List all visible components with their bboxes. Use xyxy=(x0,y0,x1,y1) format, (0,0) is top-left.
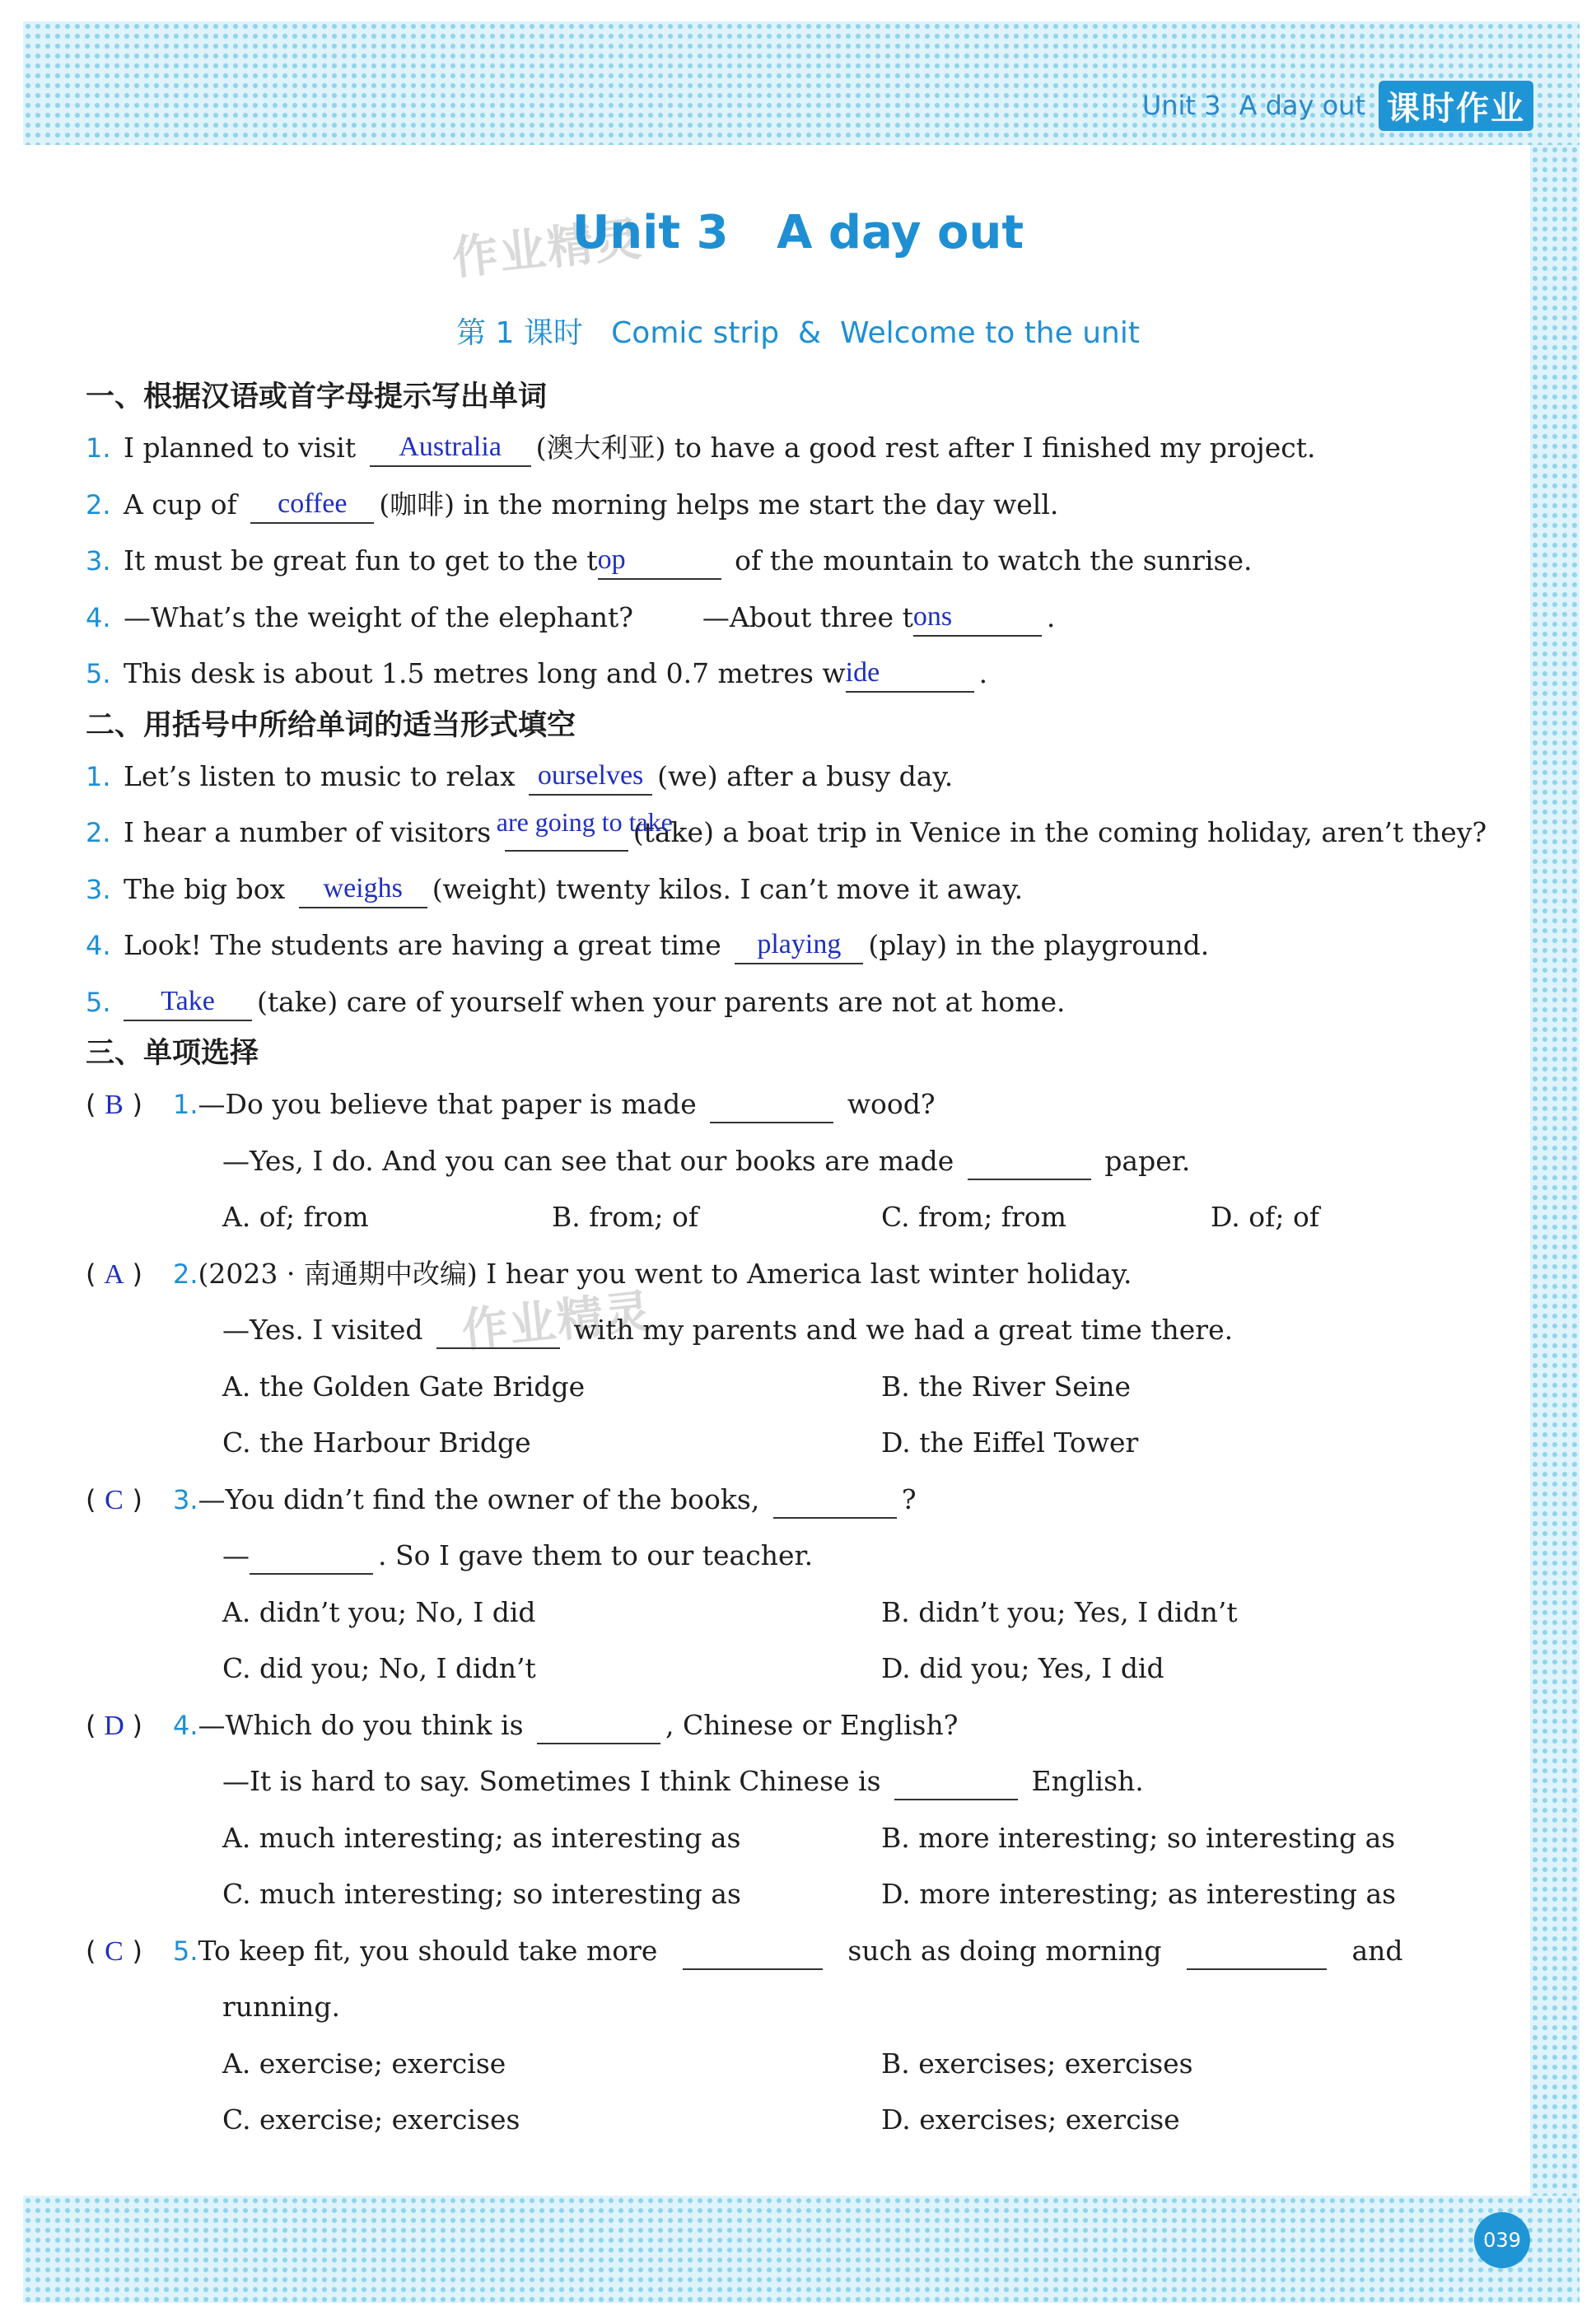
section-3-heading: 三、单项选择 xyxy=(86,1037,259,1070)
question-text: The big box xyxy=(124,872,286,905)
answer-blank[interactable] xyxy=(1187,1935,1327,1970)
question-number: 4. xyxy=(86,601,111,633)
chosen-answer: B xyxy=(105,1090,124,1120)
question-text: —You didn’t find the owner of the books, xyxy=(198,1482,760,1515)
header-topic: A day out xyxy=(1239,90,1365,121)
s1-question-2 xyxy=(86,477,1486,534)
question-text: and xyxy=(1351,1934,1403,1967)
bottom-decorative-band xyxy=(23,2196,1580,2303)
question-number: 3. xyxy=(86,545,111,577)
question-text: . xyxy=(978,657,988,689)
question-text: —Yes, I do. And you can see that our books are made xyxy=(222,1144,954,1177)
option-b[interactable]: B. the River Seine xyxy=(881,1370,1132,1403)
option-b[interactable]: B. exercises; exercises xyxy=(881,2047,1193,2080)
answer-bracket: ( D ) xyxy=(86,1697,173,1755)
answer-blank[interactable] xyxy=(436,1314,560,1349)
chosen-answer: D xyxy=(104,1710,124,1741)
option-d[interactable]: D. more interesting; as interesting as xyxy=(881,1878,1397,1910)
question-number: 3. xyxy=(173,1483,198,1515)
answer-blank[interactable] xyxy=(537,1710,660,1744)
question-text: —Yes. I visited xyxy=(222,1314,423,1346)
answer-blank[interactable] xyxy=(710,1089,833,1123)
answer-blank[interactable] xyxy=(773,1484,897,1519)
question-text: (play) in the playground. xyxy=(868,929,1210,961)
answer-blank[interactable] xyxy=(913,602,1042,637)
handwritten-answer: op xyxy=(597,544,626,575)
question-text: of the mountain to watch the sunrise. xyxy=(735,544,1253,577)
answer-bracket: ( A ) xyxy=(86,1246,173,1304)
chosen-answer: A xyxy=(104,1258,124,1290)
series-logo: 课时作业 xyxy=(1379,81,1533,131)
mc-question-4-options-row-2 xyxy=(86,1866,1486,1923)
option-b[interactable]: B. didn’t you; Yes, I didn’t xyxy=(881,1595,1238,1628)
mc-question-1-line-2 xyxy=(86,1133,1486,1190)
handwritten-answer: coffee xyxy=(278,488,348,519)
answer-blank[interactable] xyxy=(735,930,863,964)
answer-blank[interactable] xyxy=(894,1766,1018,1800)
handwritten-answer: ide xyxy=(845,657,880,688)
question-text: (we) after a busy day. xyxy=(657,759,954,792)
option-c[interactable]: C. the Harbour Bridge xyxy=(222,1426,531,1459)
question-number: 5. xyxy=(86,658,111,689)
question-text: Look! The students are having a great time xyxy=(124,929,721,961)
handwritten-answer: Australia xyxy=(399,432,502,462)
mc-question-2-options-row-2 xyxy=(86,1415,1486,1472)
question-number: 4. xyxy=(173,1709,198,1741)
watermark-2: 作业精灵 xyxy=(459,1285,656,1358)
question-text: (weight) twenty kilos. I can’t move it away. xyxy=(432,872,1024,905)
mc-question-4 xyxy=(86,1697,1486,1754)
lesson-subtitle: 第 1 课时 Comic strip & Welcome to the unit xyxy=(456,316,1140,350)
answer-bracket: ( C ) xyxy=(86,1472,173,1529)
question-text: I hear a number of visitors xyxy=(124,816,492,848)
question-text: with my parents and we had a great time there. xyxy=(573,1314,1234,1346)
s2-question-3 xyxy=(86,861,1486,918)
mc-question-2 xyxy=(86,1246,1486,1303)
option-a[interactable]: A. the Golden Gate Bridge xyxy=(222,1370,586,1403)
question-text: (take) care of yourself when your parents are not at home. xyxy=(257,985,1066,1018)
handwritten-answer: ons xyxy=(912,600,953,632)
question-text: (咖啡) in the morning helps me start the day well. xyxy=(379,488,1059,521)
answer-blank[interactable] xyxy=(299,874,427,908)
mc-question-3-line-2 xyxy=(86,1528,1486,1585)
question-text: To keep fit, you should take more xyxy=(198,1934,658,1967)
option-a[interactable]: A. exercise; exercise xyxy=(222,2047,506,2080)
answer-bracket: ( B ) xyxy=(86,1076,173,1134)
question-number: 2. xyxy=(86,817,111,848)
question-text: —Which do you think is xyxy=(198,1708,524,1741)
question-text: —It is hard to say. Sometimes I think Chinese is xyxy=(222,1765,881,1797)
handwritten-answer: weighs xyxy=(323,872,403,903)
option-c[interactable]: C. much interesting; so interesting as xyxy=(222,1878,741,1910)
question-text: (2023 · 南通期中改编) I hear you went to America last winter holiday. xyxy=(198,1257,1132,1290)
option-b[interactable]: B. from; of xyxy=(552,1201,699,1233)
mc-question-3 xyxy=(86,1472,1486,1529)
question-text: . So I gave them to our teacher. xyxy=(378,1539,814,1571)
option-d[interactable]: D. of; of xyxy=(1211,1201,1320,1233)
chosen-answer: C xyxy=(105,1484,124,1515)
handwritten-answer: playing xyxy=(757,929,842,959)
question-text: This desk is about 1.5 metres long and 0.7 metres w xyxy=(124,657,846,689)
right-decorative-band xyxy=(1530,145,1580,2196)
question-text: Let’s listen to music to relax xyxy=(124,759,516,792)
page-title: Unit 3 A day out xyxy=(572,206,1024,259)
answer-blank[interactable] xyxy=(968,1146,1091,1180)
answer-blank[interactable] xyxy=(683,1935,823,1970)
handwritten-answer: Take xyxy=(161,985,215,1016)
option-c[interactable]: C. did you; No, I didn’t xyxy=(222,1652,536,1684)
question-number: 1. xyxy=(173,1089,198,1120)
mc-question-3-options-row-2 xyxy=(86,1641,1486,1697)
question-text: . xyxy=(1046,600,1056,633)
question-text: (take) a boat trip in Venice in the coming holiday, aren’t they? xyxy=(632,816,1487,848)
question-number: 2. xyxy=(86,488,111,521)
option-d[interactable]: D. the Eiffel Tower xyxy=(881,1426,1139,1459)
watermark-1: 作业精灵 xyxy=(449,212,646,286)
question-number: 1. xyxy=(86,760,111,792)
answer-bracket: ( C ) xyxy=(86,1923,173,1981)
s2-question-2 xyxy=(86,805,1486,861)
option-a[interactable]: A. of; from xyxy=(222,1201,369,1233)
s1-question-3 xyxy=(86,533,1486,590)
mc-question-1 xyxy=(86,1076,1486,1133)
section-1-heading: 一、根据汉语或首字母提示写出单词 xyxy=(86,380,548,413)
question-number: 4. xyxy=(86,930,111,961)
s2-question-5 xyxy=(86,974,1486,1031)
s2-question-1 xyxy=(86,749,1486,805)
mc-question-5-options-row-1 xyxy=(86,2036,1486,2093)
chosen-answer: C xyxy=(105,1935,124,1967)
answer-blank[interactable] xyxy=(370,432,531,467)
mc-question-2-line-2 xyxy=(86,1302,1486,1359)
question-text: — xyxy=(222,1539,250,1571)
s1-question-4 xyxy=(86,590,1486,647)
question-text: English. xyxy=(1031,1765,1144,1797)
question-number: 5. xyxy=(173,1935,198,1967)
option-a[interactable]: A. much interesting; as interesting as xyxy=(222,1821,741,1854)
answer-blank[interactable] xyxy=(529,761,652,796)
s2-question-4 xyxy=(86,917,1486,974)
mc-question-5-line-2 xyxy=(86,1979,1486,2036)
handwritten-answer: are going to take xyxy=(496,807,673,837)
question-number: 1. xyxy=(86,432,111,464)
answer-blank[interactable] xyxy=(250,489,374,524)
question-text: (澳大利亚) to have a good rest after I finished my project. xyxy=(535,432,1316,464)
mc-question-5-options-row-2 xyxy=(86,2092,1486,2149)
option-c[interactable]: C. exercise; exercises xyxy=(222,2103,520,2136)
question-number: 5. xyxy=(86,986,111,1018)
option-a[interactable]: A. didn’t you; No, I did xyxy=(222,1595,536,1628)
s1-question-1 xyxy=(86,420,1486,477)
question-text: such as doing morning xyxy=(847,1934,1162,1967)
answer-blank[interactable] xyxy=(496,807,673,852)
worksheet-content xyxy=(86,374,1486,2149)
mc-question-2-options-row-1 xyxy=(86,1359,1486,1416)
question-text: running. xyxy=(222,1991,340,2023)
mc-question-5 xyxy=(86,1923,1486,1980)
handwritten-answer: ourselves xyxy=(537,759,644,791)
mc-question-3-options-row-1 xyxy=(86,1585,1486,1641)
question-text: paper. xyxy=(1104,1144,1191,1177)
option-d[interactable]: D. did you; Yes, I did xyxy=(881,1652,1164,1684)
page-number-badge: 039 xyxy=(1474,2212,1530,2268)
question-text: A cup of xyxy=(124,488,237,521)
running-header xyxy=(1142,79,1533,132)
option-b[interactable]: B. more interesting; so interesting as xyxy=(881,1821,1396,1854)
question-text: , Chinese or English? xyxy=(665,1708,959,1741)
question-text: It must be great fun to get to the t xyxy=(124,544,598,577)
header-unit: Unit 3 xyxy=(1141,90,1221,121)
option-d[interactable]: D. exercises; exercise xyxy=(881,2103,1180,2136)
question-text: —What’s the weight of the elephant? —About three t xyxy=(124,600,913,633)
question-text: ? xyxy=(901,1482,917,1515)
option-c[interactable]: C. from; from xyxy=(881,1201,1066,1233)
mc-question-4-options-row-1 xyxy=(86,1810,1486,1867)
question-text: —Do you believe that paper is made xyxy=(198,1088,697,1120)
question-text: wood? xyxy=(847,1088,936,1120)
answer-blank[interactable] xyxy=(124,987,252,1021)
answer-blank[interactable] xyxy=(846,658,974,693)
question-number: 3. xyxy=(86,873,111,905)
answer-blank[interactable] xyxy=(250,1540,373,1575)
question-number: 2. xyxy=(173,1258,198,1290)
question-text: I planned to visit xyxy=(124,432,357,464)
mc-question-1-options xyxy=(86,1189,1486,1246)
s1-question-5 xyxy=(86,646,1486,703)
mc-question-4-line-2 xyxy=(86,1753,1486,1810)
section-2-heading: 二、用括号中所给单词的适当形式填空 xyxy=(86,708,576,742)
answer-blank[interactable] xyxy=(598,545,721,580)
